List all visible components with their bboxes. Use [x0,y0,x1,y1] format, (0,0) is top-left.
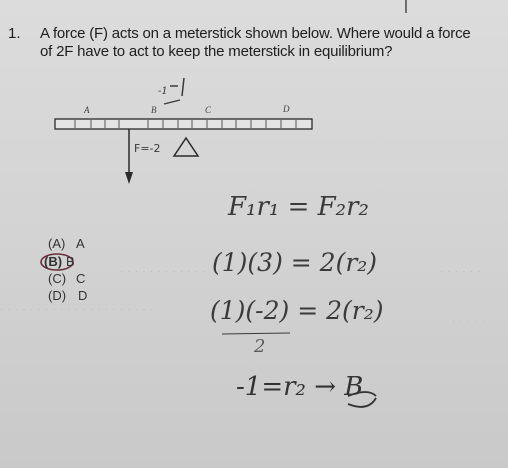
meterstick-bar [55,119,312,129]
choice-d-value: D [78,288,88,303]
bleed-through-text: · · · · · · · · · · · · · · · · · · · · · [0,304,154,314]
choice-c-value: C [76,271,86,286]
handwritten-stroke [164,100,180,104]
bleed-through-text: · · · · · · [440,266,482,276]
choice-d-label[interactable]: (D) [48,288,67,303]
handwritten-denominator: 2 [254,336,266,357]
bleed-through-text: · · · · · [452,316,486,326]
point-label-a: A [84,105,90,115]
question-text-line-1: A force (F) acts on a meterstick shown below. Where would a force [40,25,471,42]
point-label-c: C [205,105,212,115]
handwritten-equation-3: (1)(-2) = 2(r₂) [210,296,384,325]
handwritten-mark-on-stick: F=-2 [134,142,161,155]
question-number: 1. [8,25,21,42]
choice-c-label[interactable]: (C) [48,271,67,286]
question-text-line-2: of 2F have to act to keep the meterstick in equilibrium? [40,43,393,60]
choice-b-value: B [66,254,75,269]
handwritten-one [182,78,184,96]
handwritten-mark-above-stick: -1 [158,86,168,97]
bleed-through-text: · · · · · · · · · · · · [120,266,207,276]
point-label-d: D [283,104,290,114]
handwritten-equation-1: F₁r₁ = F₂r₂ [228,192,369,222]
choice-b-label[interactable]: (B) [44,254,63,269]
force-arrow-head [125,172,133,184]
handwritten-equation-2: (1)(3) = 2(r₂) [212,248,378,277]
handwritten-fraction-line [222,333,290,334]
fulcrum-triangle [174,138,198,156]
handwritten-equation-4: -1=r₂ → B [236,372,364,402]
choice-a-label[interactable]: (A) [48,236,66,251]
point-label-b: B [151,105,157,115]
choice-a-value: A [76,236,85,251]
